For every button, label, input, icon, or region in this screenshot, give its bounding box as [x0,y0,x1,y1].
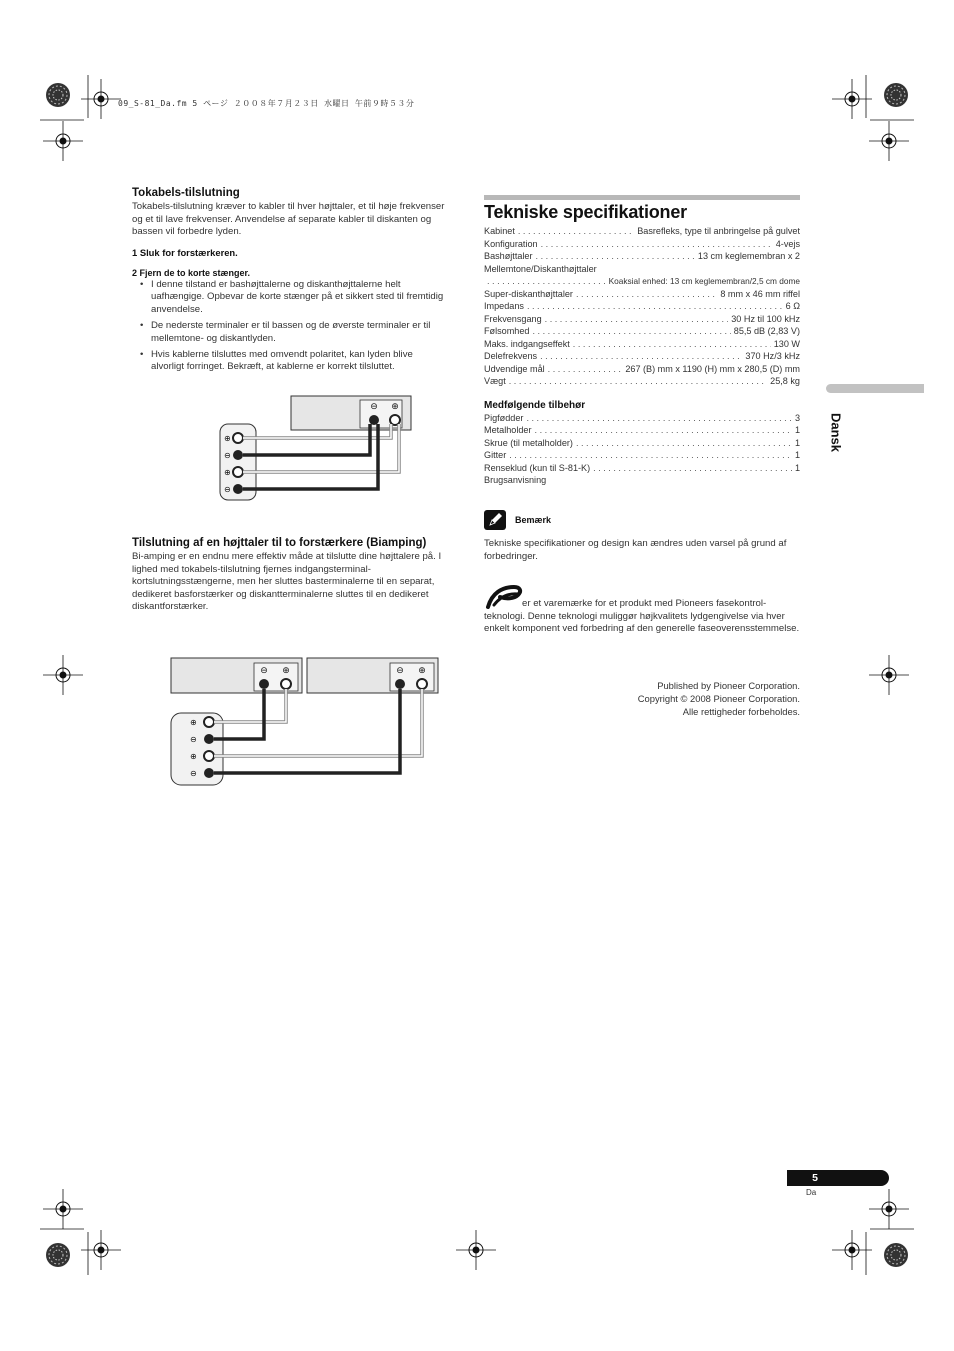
target-mark-top-right [884,83,908,107]
accessory-value: 1 [794,425,800,435]
spk-minus-label-1: ⊖ [190,735,197,744]
spec-label: Udvendige mål [484,363,545,374]
spec-value: 8 mm x 46 mm riffel [720,288,800,299]
spec-label: Impedans [484,301,524,311]
spk-terminal-2 [204,734,214,744]
amp2-minus-terminal [395,679,405,689]
spec-label: Kabinet [484,226,515,236]
spk-plus-label-1: ⊕ [190,718,197,727]
spec-label: Delefrekvens [484,351,538,361]
target-mark-bottom-right [884,1243,908,1267]
register-cross-bc [456,1230,496,1270]
spec-row [484,250,800,263]
spec-value: 25,8 kg [770,376,800,386]
dot-leader [593,462,792,475]
spec-value: 30 Hz til 100 kHz [731,313,800,324]
note-icon [484,510,506,530]
spk-terminal-1 [233,433,243,443]
spec-label: Frekvensgang [484,313,542,324]
amp1-minus-terminal [259,679,269,689]
dot-leader [509,375,767,388]
accessory-label: Renseklud (kun til S-81-K) [484,462,591,473]
spec-value: 267 (B) mm x 1190 (H) mm x 280,5 (D) mm [625,363,800,374]
accessory-row [484,474,800,487]
specs-section [484,202,800,487]
accessory-label: Pigfødder [484,412,524,423]
spec-row [484,300,800,313]
spec-label: Vægt [484,376,506,386]
publisher-line: Published by Pioneer Corporation. [657,680,800,691]
amp2-plus-label: ⊕ [418,665,426,675]
bi-wiring-intro: Tokabels-tilslutning kræver to kabler til hver højttaler, et til høje frekvenser og et til lave frekvenser. Anvendelse af separate kabler til diskanten og bassen vil forbedre lyden. [132,201,445,238]
trademark-text: er et varemærke for et produkt med Pioneers fasekontrol-teknologi. Denne teknologi muliggør højkvalitets lydgengivelse via hver enkelt komponent ved forbedring af den generelle faseoverensstemmelse. [484,598,800,635]
bullet-item: • Hvis kablerne tilsluttes med omvendt polaritet, kan lyden blive alvorligt forringet. Bekræft, at kablerne er korrekt tilsluttet. [132,349,447,374]
bullet-item: • I denne tilstand er bashøjttalerne og diskanthøjttalerne helt uafhængige. Opbevar de korte stænger på et sikkert sted til fremtidig anvendelse. [132,279,447,317]
section-rule [484,195,800,200]
accessory-row [484,462,800,475]
spk-terminal-4 [233,484,243,494]
accessory-label: Brugsanvisning [484,475,547,485]
spec-value: Koaksial enhed: 13 cm keglemembran/2,5 cm dome [608,276,800,286]
amp2-minus-label: ⊖ [396,665,404,675]
spec-value: 130 W [773,338,800,349]
step-2: 2 Fjern de to korte stænger. [132,267,251,278]
spec-value: Basrefleks, type til anbringelse på gulvet [637,226,800,236]
amp2-plus-terminal [417,679,427,689]
spec-value: 13 cm keglemembran x 2 [697,251,800,261]
accessory-value: 3 [794,412,800,423]
accessory-row [484,424,800,437]
cable-amp2-minus [214,689,400,773]
spec-list [484,225,800,388]
bi-wiring-title: Tokabels-tilslutning [132,187,240,199]
dot-leader [540,350,742,363]
amp-minus-terminal [369,415,379,425]
register-cross-bl2 [43,1189,83,1229]
accessories-title: Medfølgende tilbehør [484,399,586,411]
spec-row [484,350,800,363]
spec-value: 370 Hz/3 kHz [745,351,800,361]
dot-leader [541,238,773,251]
spec-row [484,225,800,238]
spec-row [484,238,800,251]
spec-value: 4-vejs [775,238,800,249]
page-language-code: Da [806,1188,817,1197]
spk-plus-label-2: ⊕ [224,468,231,477]
step-1: 1 Sluk for forstærkeren. [132,246,238,258]
spk-plus-label-2: ⊕ [190,752,197,761]
dot-leader [527,300,783,313]
spec-label: Super-diskanthøjttaler [484,288,573,299]
bi-wiring-diagram [190,394,420,504]
spec-row [484,288,800,301]
spk-terminal-4 [204,768,214,778]
dot-leader [518,225,634,238]
spec-row [484,313,800,326]
dot-leader [576,288,717,301]
spk-minus-label-2: ⊖ [224,485,231,494]
bi-wiring-section [132,187,447,377]
language-label: Dansk [828,412,844,453]
rights-line: Alle rettigheder forbeholdes. [682,706,800,717]
register-cross-bl1 [81,1230,121,1270]
accessory-label: Gitter [484,450,507,460]
spec-row [484,363,800,376]
dot-leader [509,449,792,462]
dot-leader [526,412,792,425]
dot-leader [535,424,792,437]
print-header: 09_S-81_Da.fm 5 ページ ２００８年７月２３日 水曜日 午前９時５３分 [118,99,415,108]
biamping-diagram [168,655,443,790]
page-number: 5 [787,1170,889,1186]
spk-terminal-2 [233,450,243,460]
cable-amp1-plus [214,689,286,722]
biamping-body: Bi-amping er en endnu mere effektiv måde at tilslutte dine højttalere på. I lighed med tokabels-tilslutning fjernes indgangsterminal-kortslutningsstængerne, men her sluttes basterminalerne til en separat, dedikeret basforstærker og diskantterminalerne sluttes til en dedikeret diskantforstærker. [132,551,442,613]
spec-row [484,375,800,388]
spec-row [484,275,800,288]
copyright-line: Copyright © 2008 Pioneer Corporation. [637,693,800,704]
bi-wiring-bullets [132,279,447,374]
biamping-title: Tilslutning af en højttaler til to forstærkere (Biamping) [132,537,427,549]
amp-plus-label: ⊕ [391,401,399,411]
accessory-row [484,449,800,462]
amp-minus-label: ⊖ [370,401,378,411]
dot-leader [536,250,695,263]
accessory-row [484,412,800,425]
spec-label: Mellemtone/Diskanthøjttaler [484,263,597,274]
spec-label: Bashøjttaler [484,251,533,261]
dot-leader [573,338,771,351]
spec-row [484,263,800,276]
accessory-value: 1 [794,450,800,460]
dot-leader [532,325,730,338]
amp1-plus-terminal [281,679,291,689]
amp-plus-terminal [390,415,400,425]
target-mark-top-left [46,83,70,107]
register-cross-mr [869,655,909,695]
spk-minus-label-2: ⊖ [190,769,197,778]
spk-terminal-3 [204,751,214,761]
language-tab [826,384,924,393]
spec-row [484,338,800,351]
register-cross-ml [43,655,83,695]
register-cross-tl2 [43,121,83,161]
spec-value: 85,5 dB (2,83 V) [733,326,800,336]
spec-label: Følsomhed [484,326,530,336]
spec-label: Maks. indgangseffekt [484,338,570,349]
accessories-list [484,412,800,487]
note-label: Bemærk [515,515,552,525]
spec-row [484,325,800,338]
cable-low-plus [243,424,399,472]
register-cross-tr2 [869,121,909,161]
publisher-block [560,679,800,718]
amp1-plus-label: ⊕ [282,665,290,675]
spk-minus-label-1: ⊖ [224,451,231,460]
dot-leader [576,437,792,450]
note-text: Tekniske specifikationer og design kan ændres uden varsel på grund af forbedringer. [484,538,787,562]
accessory-label: Metalholder [484,425,532,435]
register-cross-tl1 [81,79,121,119]
accessory-row [484,437,800,450]
spec-label: Konfiguration [484,238,538,249]
dot-leader [548,363,623,376]
spk-terminal-3 [233,467,243,477]
dot-leader [487,275,606,288]
accessory-value: 1 [794,437,800,448]
specs-title: Tekniske specifikationer [484,202,687,222]
dot-leader [545,313,729,326]
spk-plus-label-1: ⊕ [224,434,231,443]
accessory-value: 1 [794,462,800,473]
amp1-minus-label: ⊖ [260,665,268,675]
accessory-label: Skrue (til metalholder) [484,437,573,448]
biamping-section [132,536,447,614]
register-cross-br2 [869,1189,909,1229]
bullet-item: • De nederste terminaler er til bassen og de øverste terminaler er til mellemtone- og diskantlyden. [132,320,447,345]
spec-value: 6 Ω [785,301,800,311]
spk-terminal-1 [204,717,214,727]
target-mark-bottom-left [46,1243,70,1267]
